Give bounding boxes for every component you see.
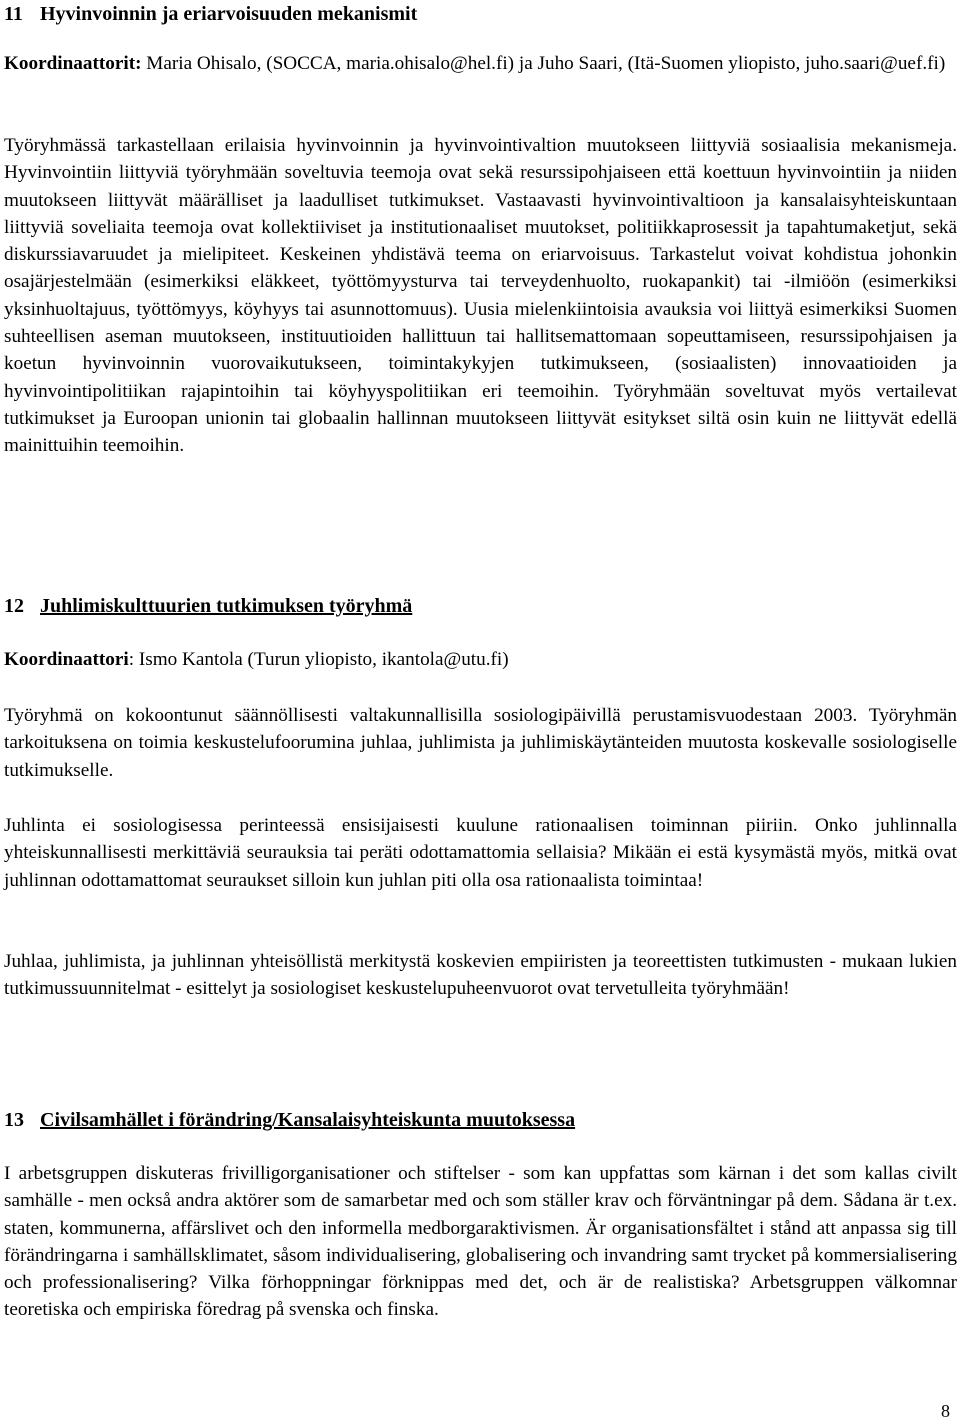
page-number: 8 bbox=[941, 1401, 950, 1421]
section-title: Juhlimiskulttuurien tutkimuksen työryhmä bbox=[40, 595, 413, 617]
section-paragraph-11-1: Työryhmässä tarkastellaan erilaisia hyvinvoinnin ja hyvinvointivaltion muutokseen liittyviä sosiaalisia mekanismeja. Hyvinvointiin liittyviä työryhmään soveltuvia teemoja ovat sekä resurssipohjaiseen että koettuun hyvinvointiin ja niiden muutokseen liittyvät määrälliset ja laadulliset tutkimukset. Vastaavasti hyvinvointivaltioon ja kansalaisyhteiskuntaan liittyviä soveliaita teemoja ovat kollektiiviset ja institutionaaliset muutokset, politiikkaprosessit ja tapahtumaketjut, sekä diskurssiavaruudet ja mielipiteet. Keskeinen yhdistävä teema on eriarvoisuus. Tarkastelut voivat kohdistua johonkin osajärjestelmään (esimerkiksi eläkkeet, työttömyysturva tai terveydenhuolto, ruokapankit) tai -ilmiöön (esimerkiksi yksinhuoltajuus, työttömyys, köyhyys tai asunnottomuus). Uusia mielenkiintoisia avauksia voi liittyä esimerkiksi Suomen suhteellisen aseman muutokseen, instituutioiden hallittuun tai hallitsemattomaan sopeuttamiseen, resurssipohjaisen ja koetun hyvinvoinnin vuorovaikutukseen, toimintakykyjen tutkimukseen, (sosiaalisten) innovaatioiden ja hyvinvointipolitiikan rajapintoihin tai köyhyyspolitiikan eri teemoihin. Työryhmään soveltuvat myös vertailevat tutkimukset ja Euroopan unionin tai globaalin hallinnan muutokseen liittyvät esitykset siltä osin kuin ne liittyvät edellä mainittuihin teemoihin. bbox=[4, 135, 957, 457]
coordinators-label: Koordinaattorit: bbox=[4, 53, 142, 74]
section-number: 11 bbox=[4, 3, 23, 25]
section-paragraph-12-2: Juhlinta ei sosiologisessa perinteessä ensisijaisesti kuulune rationaalisen toiminnan piiriin. Onko juhlinnalla yhteiskunnallisesti merkittäviä seurauksia tai peräti odottamattomia sellaisia? Mikään ei estä kysymästä myös, mitkä ovat juhlinnan odottamattomat seuraukset silloin kun juhlan piti olla osa rationaalista toimintaa! bbox=[4, 815, 957, 891]
coordinators-text: Maria Ohisalo, (SOCCA, maria.ohisalo@hel.fi) ja Juho Saari, (Itä-Suomen yliopisto, juho.saari@uef.fi) bbox=[141, 53, 946, 74]
coordinator-label: Koordinaattori bbox=[4, 649, 129, 670]
section-paragraph-12-3: Juhlaa, juhlimista, ja juhlinnan yhteisöllistä merkitystä koskevien empiiristen ja teoreettisten tutkimusten - mukaan lukien tutkimussuunnitelmat - esittelyt ja sosiologiset keskustelupuheenvuorot ovat tervetulleita työryhmään! bbox=[4, 951, 957, 1000]
section-title: Hyvinvoinnin ja eriarvoisuuden mekanismit bbox=[40, 3, 418, 25]
section-heading-11 bbox=[4, 0, 417, 28]
section-heading-12 bbox=[4, 592, 412, 620]
coordinator-text: : Ismo Kantola (Turun yliopisto, ikantola@utu.fi) bbox=[128, 649, 509, 670]
section-number: 13 bbox=[4, 1109, 24, 1131]
section-paragraph-12-1: Työryhmä on kokoontunut säännöllisesti valtakunnallisilla sosiologipäivillä perustamisvuodestaan 2003. Työryhmän tarkoituksena on toimia keskustelufoorumina juhlaa, juhlimista ja juhlimiskäytänteiden muutosta koskevalle sosiologiselle tutkimukselle. bbox=[4, 705, 957, 781]
section-heading-13 bbox=[4, 1106, 575, 1134]
section-paragraph-13-1: I arbetsgruppen diskuteras frivilligorganisationer och stiftelser - som kan uppfattas som kärnan i det som kallas civilt samhälle - men också andra aktörer som de samarbetar med och som ställer krav och förväntningar på dem. Sådana är t.ex. staten, kommunerna, affärslivet och den informella medborgaraktivismen. Är organisationsfältet i stånd att anpassa sig till förändringarna i samhällsklimatet, såsom individualisering, globalisering och invandring samt trycket på kommersialisering och professionalisering? Vilka förhoppningar förknippas med det, och är de realistiska? Arbetsgruppen välkomnar teoretiska och empiriska föredrag på svenska och finska. bbox=[4, 1163, 957, 1321]
section-coordinator-12 bbox=[4, 646, 957, 673]
section-coordinators-11 bbox=[4, 50, 957, 77]
section-number: 12 bbox=[4, 595, 24, 617]
section-title: Civilsamhället i förändring/Kansalaisyhteiskunta muutoksessa bbox=[40, 1109, 576, 1131]
